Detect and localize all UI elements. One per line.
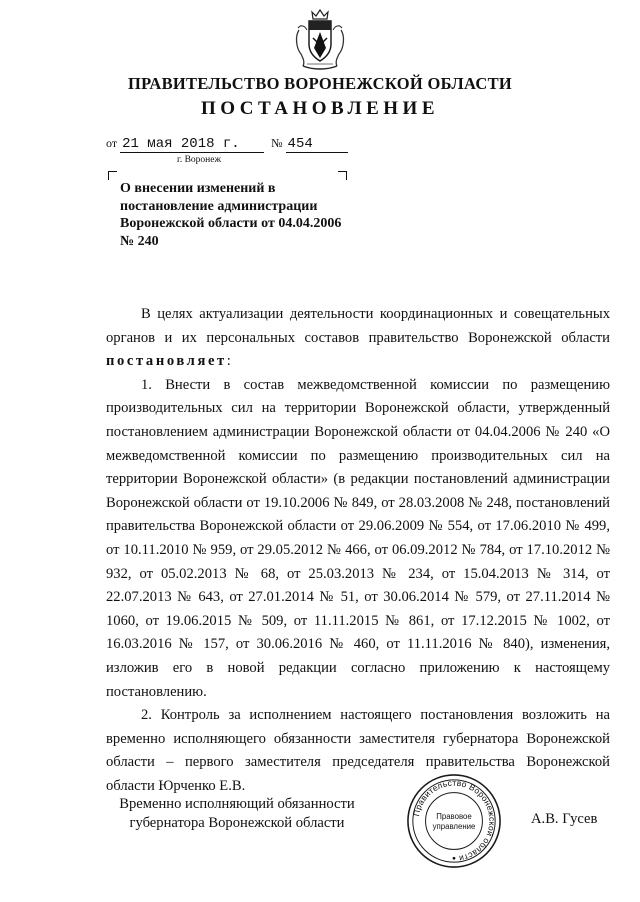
signatory-title-line-2: губернатора Воронежской области [129,815,345,831]
document-subject: О внесении изменений в постановление администрации Воронежской области от 04.04.2006 № 240 [120,181,342,249]
stamp-center-line-1: Правовое [436,812,472,822]
date-prefix: от [106,136,118,150]
stamp-ring-text: Правительство Воронежской области [411,777,498,864]
preamble-paragraph [106,303,610,374]
preamble-text: В целях актуализации деятельности координационных и совещательных органов и их персональных составов правительство Воронежской области [106,306,610,346]
document-city: г. Воронеж [177,155,222,165]
stamp-star-icon [453,857,456,860]
stamp-center-line-2: управление [432,821,476,831]
item-2-paragraph: 2. Контроль за исполнением настоящего постановления возложить на временно исполняющего обязанности заместителя губернатора Воронежской области – первого заместителя председателя правительства Воронежской области Юрченко Е.В. [106,707,610,794]
document-number: 454 [286,137,348,153]
signatory-name: А.В. Гусев [531,811,598,827]
number-prefix: № [271,136,283,150]
document-date: 21 мая 2018 г. [120,137,264,153]
official-stamp [405,772,503,870]
signatory-title-line-1: Временно исполняющий обязанности [119,796,355,812]
subject-corner-right [338,171,347,180]
decree-word: постановляет [106,353,227,370]
coat-of-arms-icon [293,8,347,72]
organization-name: ПРАВИТЕЛЬСТВО ВОРОНЕЖСКОЙ ОБЛАСТИ [127,74,513,93]
signatory-title [106,795,368,833]
document-body [106,303,610,798]
item-1-paragraph: 1. Внести в состав межведомственной комиссии по размещению производительных сил на территории Воронежской области, утвержденный постановлением администрации Воронежской области от 04.04.2006 № 240 «О межведомственной комиссии по размещению производительных сил на территории Воронежской области» (в редакции постановлений администрации Воронежской области от 19.10.2006 № 849, от 28.03.2008 № 248, постановлений правительства Воронежской области от 29.06.2009 № 554, от 17.06.2010 № 499, от 10.11.2010 № 959, от 29.05.2012 № 466, от 06.09.2012 № 784, от 17.10.2012 № 932, от 05.02.2013 № 68, от 25.03.2013 № 234, от 15.04.2013 № 314, от 22.07.2013 № 643, от 27.01.2014 № 51, от 30.06.2014 № 579, от 27.11.2014 № 1060, от 19.06.2015 № 509, от 11.11.2015 № 861, от 17.12.2015 № 1002, от 16.03.2016 № 157, от 30.06.2016 № 460, от 11.11.2016 № 840), изменения, изложив его в новой редакции согласно приложению к настоящему постановлению. [106,376,610,700]
date-number-row [106,136,348,153]
subject-corner-left [108,171,117,180]
document-type: ПОСТАНОВЛЕНИЕ [200,98,440,119]
decree-suffix: : [226,353,231,370]
